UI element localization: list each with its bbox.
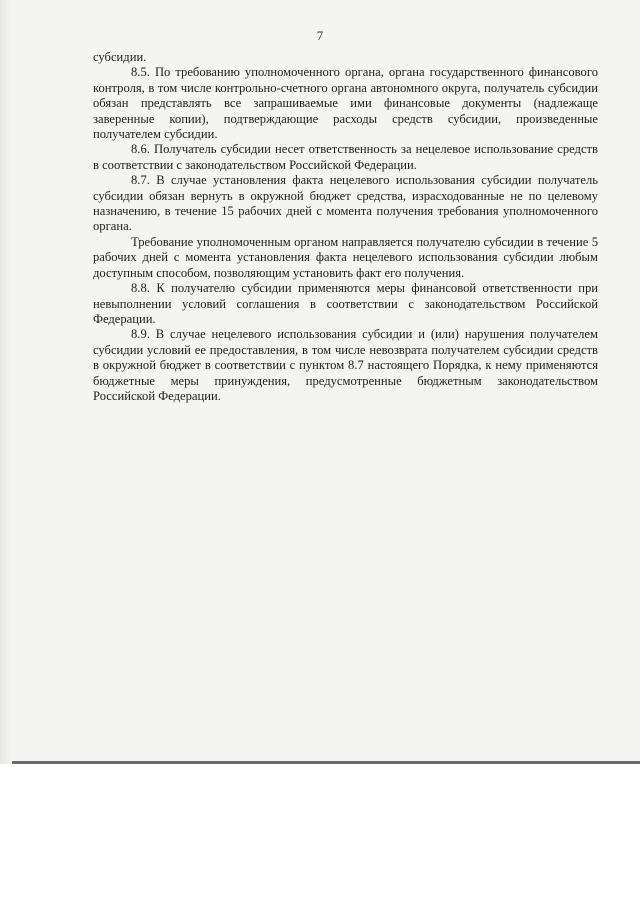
scan-edge-shadow	[0, 0, 12, 764]
paragraph-8-9: 8.9. В случае нецелевого использования субсидии и (или) нарушения получателем субсидии условий ее предоставления, в том числе невозврата получателем субсидии средств в окружной бюджет в соответствии с пунктом 8.7 настоящего Порядка, к нему применяются бюджетные меры принуждения, предусмотренные бюджетным законодательством Российской Федерации.	[93, 327, 598, 403]
paragraph-8-7-requirement: Требование уполномоченным органом направляется получателю субсидии в течение 5 рабочих дней с момента установления факта нецелевого использования субсидии любым доступным способом, позволяющим установить факт его получения.	[93, 234, 598, 280]
paragraph-8-6: 8.6. Получатель субсидии несет ответственность за нецелевое использование средств в соответствии с законодательством Российской Федерации.	[93, 142, 598, 172]
paragraph-continuation: субсидии.	[93, 50, 147, 64]
blank-margin	[0, 767, 640, 905]
paragraph-8-5: 8.5. По требованию уполномоченного органа, органа государственного финансового контроля, в том числе контрольно-счетного органа автономного округа, получатель субсидии обязан представлять все запрашиваемые ими финансовые документы (надлежаще заверенные копии), подтверждающие расходы средств субсидии, произведенные получателем субсидии.	[93, 65, 598, 142]
page-number: 7	[316, 28, 324, 43]
document-body	[93, 50, 598, 404]
paragraph-8-8: 8.8. К получателю субсидии применяются меры финансовой ответственности при невыполнении условий соглашения в соответствии с законодательством Российской Федерации.	[93, 281, 598, 326]
paragraph-8-7: 8.7. В случае установления факта нецелевого использования субсидии получатель субсидии обязан вернуть в окружной бюджет средства, израсходованные не по целевому назначению, в течение 15 рабочих дней с момента получения требования уполномоченного органа.	[93, 173, 598, 234]
